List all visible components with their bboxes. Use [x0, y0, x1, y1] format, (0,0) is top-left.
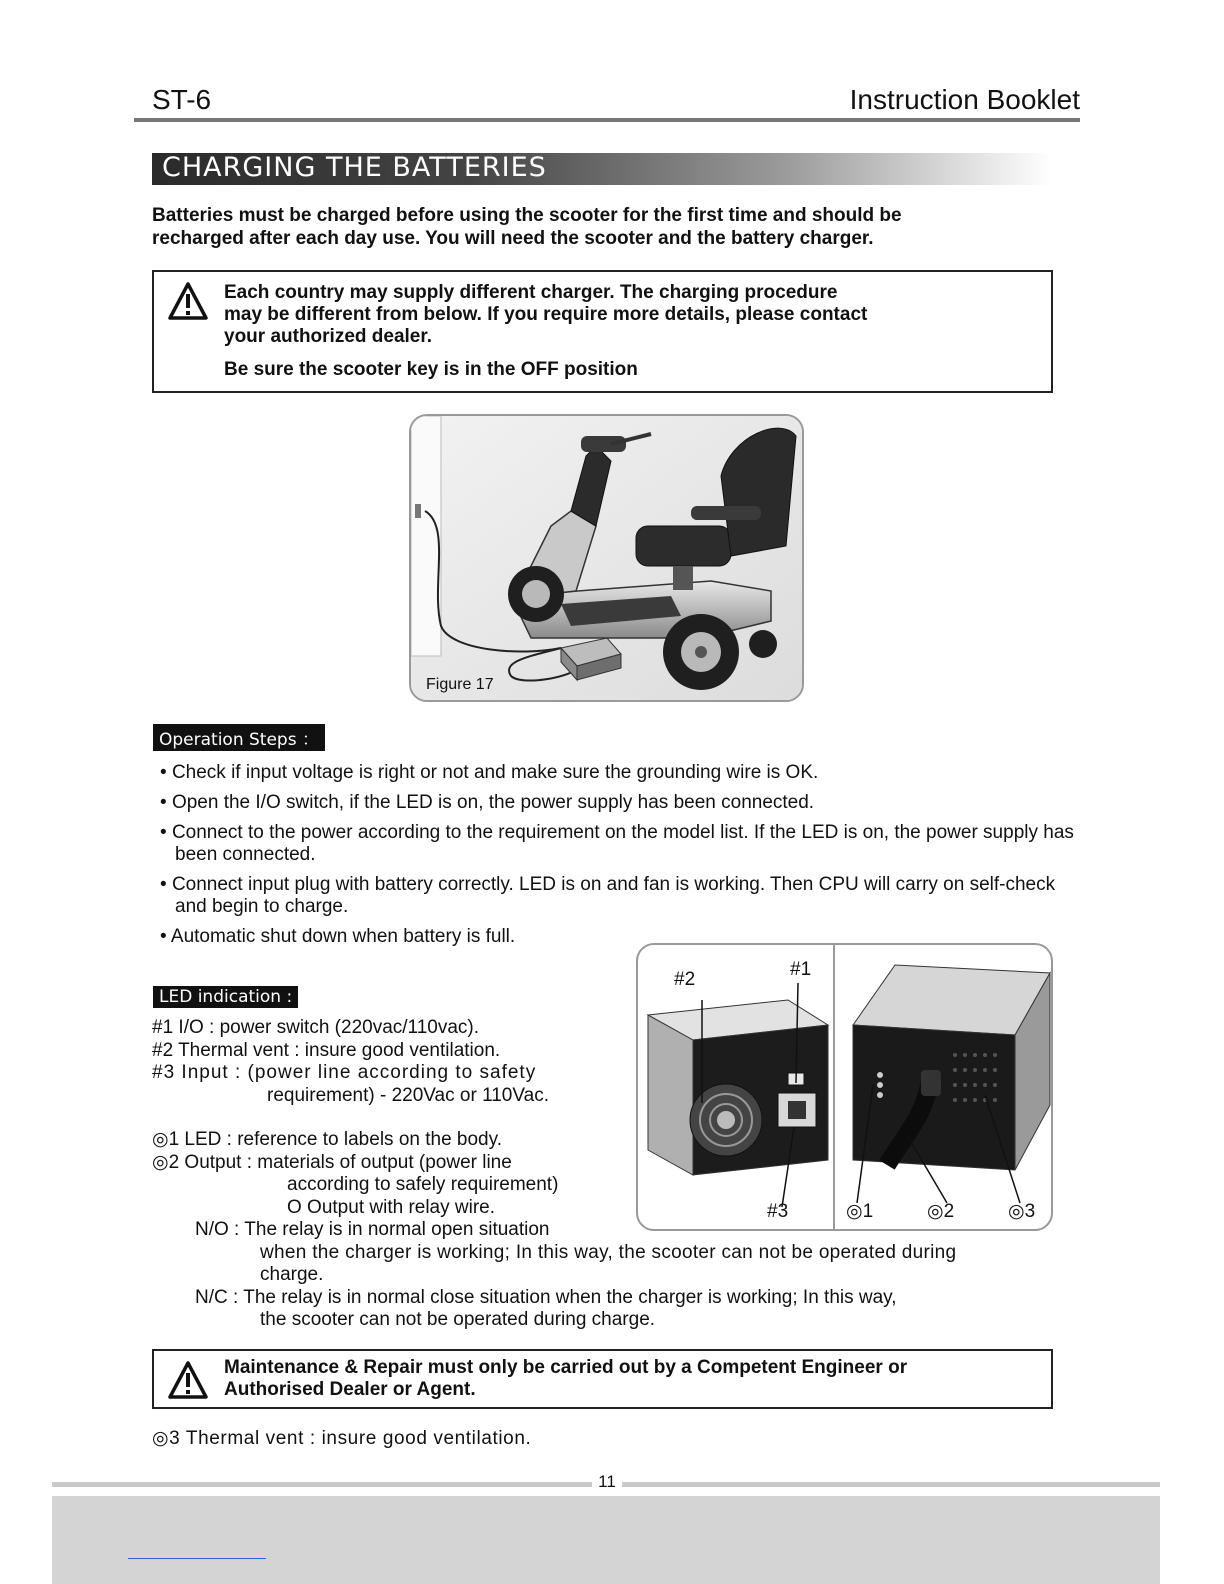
callout-vent-3: ◎3 [1008, 1201, 1036, 1222]
led-line: #3 Input : (power line according to safety [152, 1062, 537, 1083]
callout-1: #1 [790, 959, 812, 980]
step-text: Connect input plug with battery correctly. LED is on and fan is working. Then CPU will carry on self-check and begin to charge. [171, 874, 1056, 917]
charger-rear-illustration [835, 945, 1053, 1231]
list-item: • Automatic shut down when battery is full. [160, 926, 516, 947]
warning-triangle-icon [168, 1361, 208, 1399]
led-line: #2 Thermal vent : insure good ventilation. [152, 1039, 501, 1061]
doc-booklet-title: Instruction Booklet [849, 84, 1080, 115]
step-text: Open the I/O switch, if the LED is on, the power supply has been connected. [171, 792, 815, 813]
maintenance-warning-text [224, 1357, 1044, 1401]
footer-link-underline[interactable] [128, 1558, 266, 1559]
led-line: O Output with relay wire. [287, 1196, 496, 1218]
operation-steps-tag: Operation Steps ： [153, 724, 325, 751]
led-line: #1 I/O : power switch (220vac/110vac). [152, 1017, 480, 1038]
footer-band [52, 1496, 1160, 1584]
intro-paragraph [152, 204, 1072, 250]
operation-steps-list [160, 762, 1080, 956]
warning-line: your authorized dealer. [224, 326, 432, 347]
relay-no-line: when the charger is working; In this way, the scooter can not be operated during [260, 1241, 957, 1263]
relay-nc-line: N/C : The relay is in normal close situation when the charger is working; In this way, [195, 1286, 897, 1308]
step-text: Automatic shut down when battery is full. [170, 926, 516, 947]
step-text: Connect to the power according to the requirement on the model list. If the LED is on, the power supply has been connected. [171, 822, 1074, 865]
callout-2: #2 [674, 969, 696, 990]
list-item: • Open the I/O switch, if the LED is on, the power supply has been connected. [160, 792, 815, 813]
footer-rule-right [622, 1482, 1160, 1487]
list-item: • Connect input plug with battery correctly. LED is on and fan is working. Then CPU will carry on self-check and begin to charge. [160, 874, 1056, 917]
led-line: ◎1 LED : reference to labels on the body. [152, 1129, 502, 1150]
warning-line: Maintenance & Repair must only be carried out by a Competent Engineer or [224, 1357, 908, 1378]
warning-line: Authorised Dealer or Agent. [224, 1379, 476, 1400]
led-line: ◎2 Output : materials of output (power line [152, 1151, 512, 1173]
relay-no-line: N/O : The relay is in normal open situation [195, 1219, 550, 1240]
charger-front-illustration [638, 945, 833, 1231]
callout-output-2: ◎2 [927, 1201, 955, 1222]
page-number: 11 [592, 1472, 622, 1492]
maintenance-warning-box [152, 1349, 1053, 1409]
callout-3: #3 [767, 1201, 789, 1222]
warning-text [224, 282, 1044, 381]
callout-led-1: ◎1 [846, 1201, 874, 1222]
warning-line: may be different from below. If you require more details, please contact [224, 304, 868, 325]
step-text: Check if input voltage is right or not and make sure the grounding wire is OK. [171, 762, 819, 783]
led-indication-tag: LED indication : [153, 986, 298, 1008]
warning-line: Each country may supply different charger. The charging procedure [224, 282, 838, 303]
footer-rule-left [52, 1482, 592, 1487]
key-off-note: Be sure the scooter key is in the OFF position [224, 359, 638, 380]
charger-figure [636, 943, 1053, 1231]
relay-no-line: charge. [260, 1264, 324, 1285]
led-line: requirement) - 220Vac or 110Vac. [267, 1084, 549, 1106]
intro-line: recharged after each day use. You will need the scooter and the battery charger. [152, 228, 874, 249]
thermal-vent-note: ◎3 Thermal vent : insure good ventilation. [152, 1428, 532, 1449]
list-item: • Connect to the power according to the requirement on the model list. If the LED is on, the power supply has been connected. [160, 822, 1074, 865]
figure-17-scooter [409, 414, 804, 702]
list-item: • Check if input voltage is right or not and make sure the grounding wire is OK. [160, 762, 819, 783]
relay-nc-line: the scooter can not be operated during charge. [260, 1309, 656, 1330]
intro-line: Batteries must be charged before using the scooter for the first time and should be [152, 205, 902, 226]
figure-caption: Figure 17 [426, 676, 494, 693]
doc-model-title: ST-6 [152, 84, 212, 115]
header-rule [134, 118, 1080, 122]
section-title: CHARGING THE BATTERIES [162, 152, 547, 183]
warning-triangle-icon [168, 282, 208, 320]
scooter-charging-illustration [411, 416, 804, 702]
warning-box [152, 270, 1053, 393]
led-line: according to safely requirement) [287, 1174, 559, 1195]
